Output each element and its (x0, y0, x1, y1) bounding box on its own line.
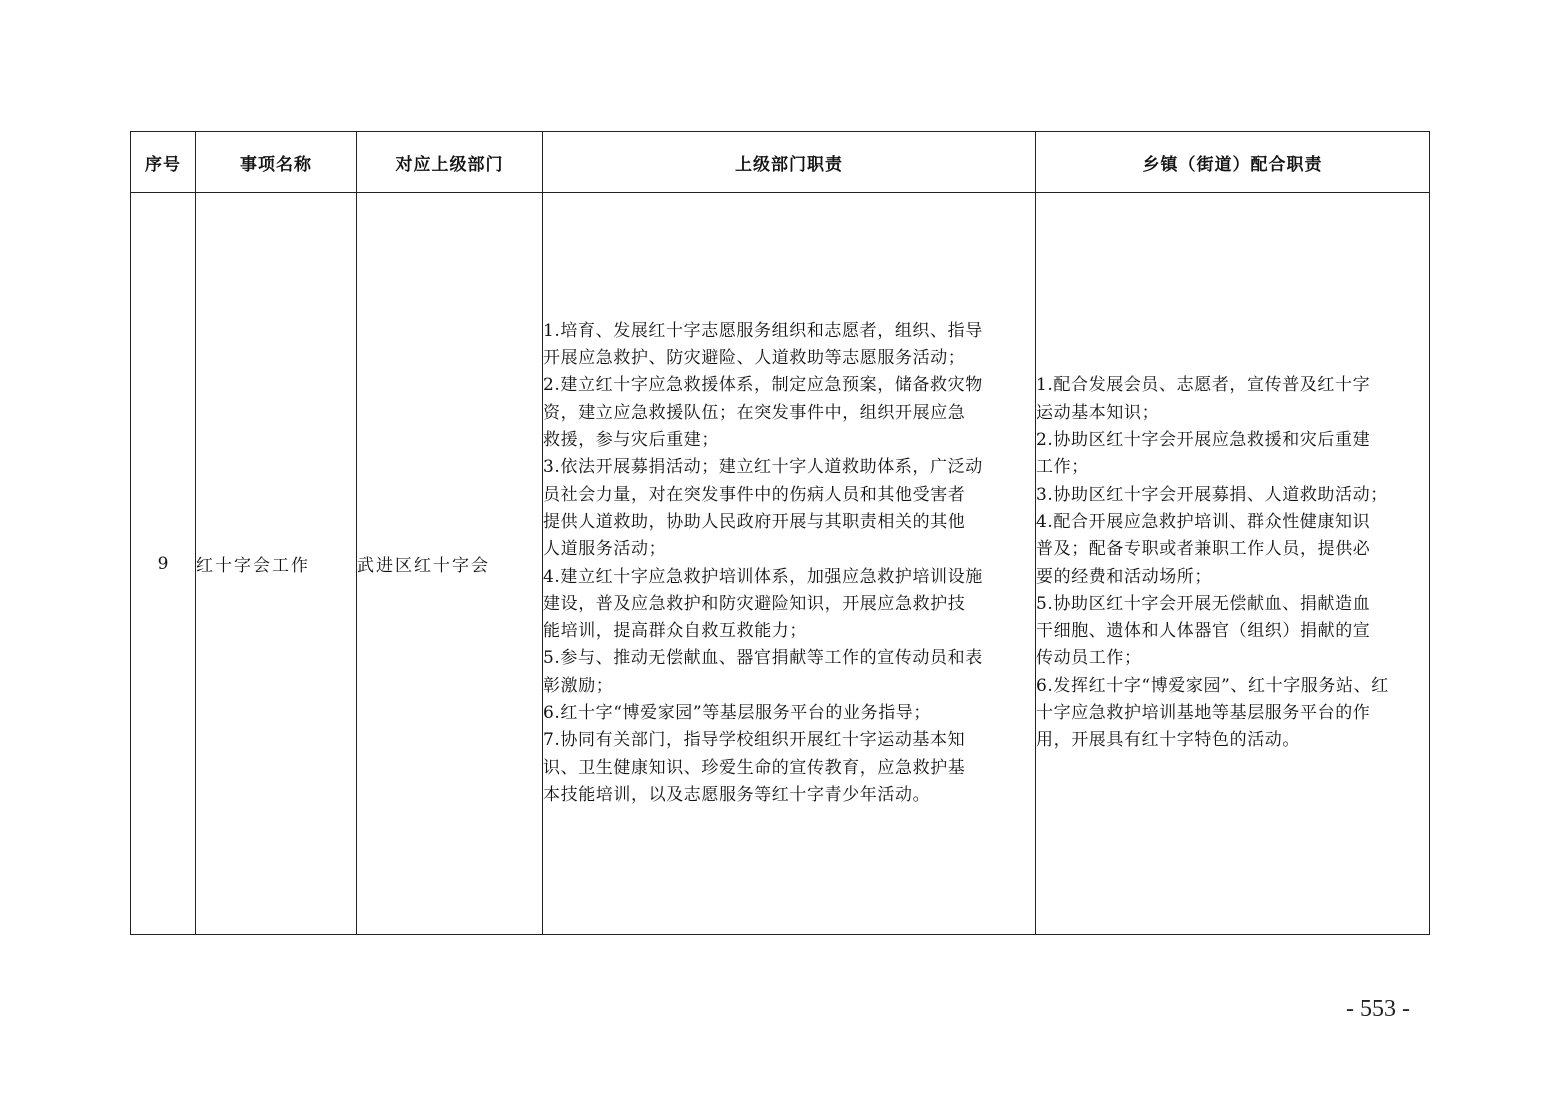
table-header-row (131, 132, 1430, 193)
duty-line: 开展应急救护、防灾避险、人道救助等志愿服务活动； (543, 348, 966, 369)
duty-line: 1.配合发展会员、志愿者，宣传普及红十字 (1036, 375, 1371, 396)
duty-line: 4.配合开展应急救护培训、群众性健康知识 (1036, 511, 1371, 532)
duty-line: 2.协助区红十字会开展应急救援和灾后重建 (1036, 430, 1371, 451)
duty-line: 工作； (1036, 457, 1089, 478)
duty-line: 运动基本知识； (1036, 402, 1160, 423)
header-township-duty: 乡镇（街道）配合职责 (1036, 132, 1430, 193)
duty-line: 2.建立红十字应急救援体系，制定应急预案，储备救灾物 (543, 375, 983, 396)
duty-line: 4.建立红十字应急救护培训体系，加强应急救护培训设施 (543, 566, 983, 587)
cell-seq: 9 (131, 193, 196, 935)
duty-line: 3.协助区红十字会开展募捐、人道救助活动； (1036, 484, 1388, 505)
superior-duty-text (543, 318, 1035, 809)
duty-line: 提供人道救助，协助人民政府开展与其职责相关的其他 (543, 511, 966, 532)
duty-line: 能培训，提高群众自救互救能力； (543, 621, 807, 642)
duty-line: 6.红十字“博爱家园”等基层服务平台的业务指导； (543, 702, 932, 723)
duty-line: 3.依法开展募捐活动；建立红十字人道救助体系，广泛动 (543, 457, 983, 478)
duty-line: 用，开展具有红十字特色的活动。 (1036, 730, 1300, 751)
duty-line: 要的经费和活动场所； (1036, 566, 1212, 587)
duty-line: 5.参与、推动无偿献血、器官捐献等工作的宣传动员和表 (543, 648, 983, 669)
responsibility-table (130, 131, 1430, 935)
duty-line: 本技能培训，以及志愿服务等红十字青少年活动。 (543, 784, 931, 805)
duty-line: 建设，普及应急救护和防灾避险知识，开展应急救护技 (543, 593, 966, 614)
duty-line: 员社会力量，对在突发事件中的伤病人员和其他受害者 (543, 484, 966, 505)
duty-line: 6.发挥红十字“博爱家园”、红十字服务站、红 (1036, 675, 1389, 696)
header-seq: 序号 (131, 132, 196, 193)
header-item-name: 事项名称 (196, 132, 357, 193)
header-superior-duty: 上级部门职责 (543, 132, 1036, 193)
cell-superior-duty (543, 193, 1036, 935)
duty-line: 人道服务活动； (543, 539, 667, 560)
page-number: - 553 - (1346, 996, 1410, 1022)
duty-line: 5.协助区红十字会开展无偿献血、捐献造血 (1036, 593, 1371, 614)
duty-line: 干细胞、遗体和人体器官（组织）捐献的宣 (1036, 621, 1371, 642)
duty-line: 普及；配备专职或者兼职工作人员，提供必 (1036, 539, 1371, 560)
duty-line: 传动员工作； (1036, 648, 1142, 669)
duty-line: 7.协同有关部门，指导学校组织开展红十字运动基本知 (543, 730, 966, 751)
cell-superior-dept: 武进区红十字会 (357, 193, 543, 935)
table-row (131, 193, 1430, 935)
duty-line: 1.培育、发展红十字志愿服务组织和志愿者，组织、指导 (543, 320, 983, 341)
duty-line: 彰激励； (543, 675, 614, 696)
duty-line: 救援，参与灾后重建； (543, 430, 719, 451)
cell-township-duty (1036, 193, 1430, 935)
duty-line: 十字应急救护培训基地等基层服务平台的作 (1036, 702, 1371, 723)
township-duty-text (1036, 372, 1429, 754)
cell-item-name: 红十字会工作 (196, 193, 357, 935)
duty-line: 资，建立应急救援队伍；在突发事件中，组织开展应急 (543, 402, 966, 423)
header-superior-dept: 对应上级部门 (357, 132, 543, 193)
duty-line: 识、卫生健康知识、珍爱生命的宣传教育，应急救护基 (543, 757, 966, 778)
